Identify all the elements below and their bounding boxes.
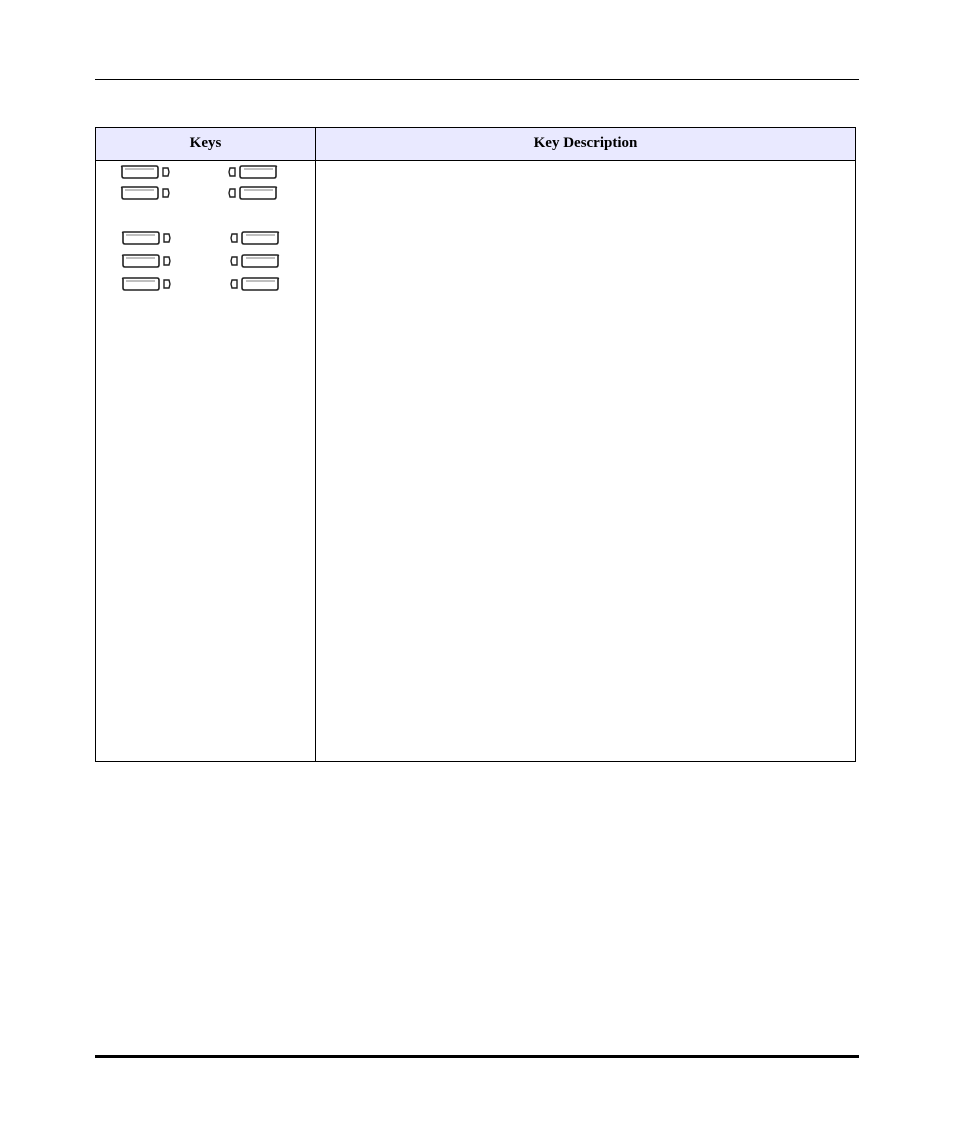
- keys-table: [95, 127, 856, 762]
- line-key-icon: [224, 165, 278, 179]
- header-rule: [95, 79, 859, 80]
- keys-column-header: Keys: [189, 135, 222, 151]
- key-description-cell: [316, 161, 855, 761]
- line-key-icon: [120, 186, 174, 200]
- line-key-icon: [120, 165, 174, 179]
- line-key-icon: [224, 186, 278, 200]
- line-key-icon: [121, 231, 175, 245]
- table-header-row: [96, 128, 855, 161]
- line-key-icon: [121, 277, 175, 291]
- line-key-icon: [226, 277, 280, 291]
- key-description-column-header: Key Description: [533, 135, 638, 151]
- line-key-icon: [226, 254, 280, 268]
- footer-rule: [95, 1055, 859, 1058]
- line-key-icon: [226, 231, 280, 245]
- line-key-icon: [121, 254, 175, 268]
